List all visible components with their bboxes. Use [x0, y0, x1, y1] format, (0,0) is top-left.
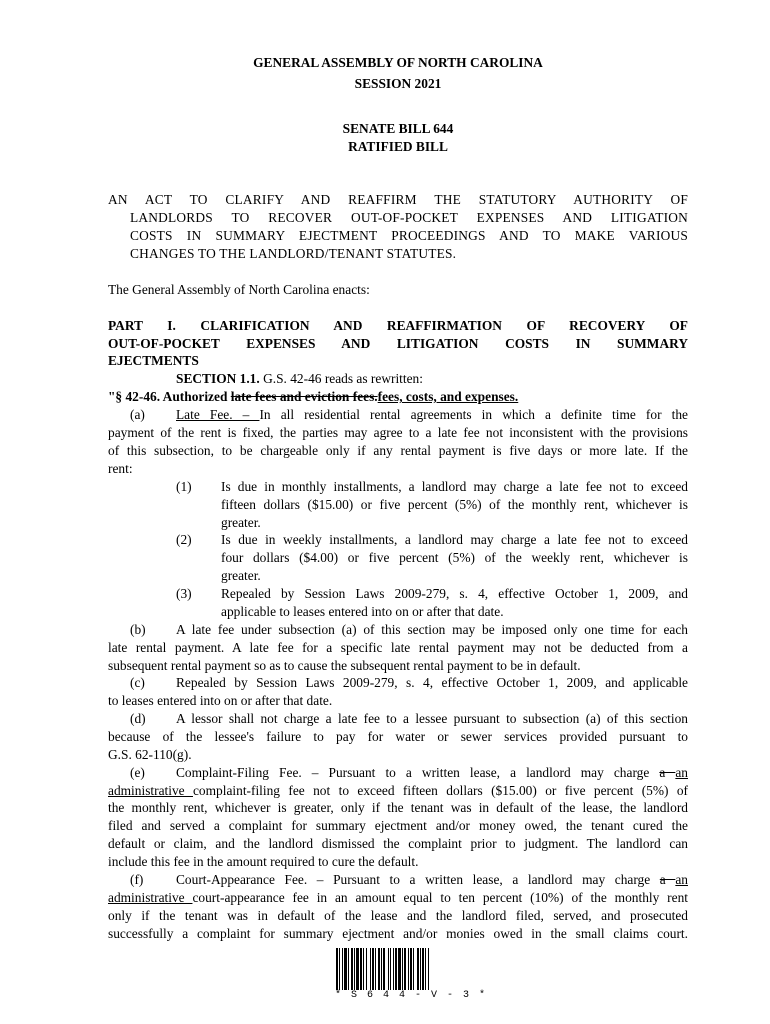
subsection-label: (f): [130, 872, 144, 887]
barcode-bar: [375, 948, 376, 990]
bill-status: RATIFIED BILL: [348, 139, 448, 154]
struck-text: a: [659, 765, 676, 780]
statute-heading-inserted: fees, costs, and expenses.: [377, 389, 519, 404]
barcode-bar: [428, 948, 429, 990]
act-title-line: CHANGES TO THE LANDLORD/TENANT STATUTES.: [130, 246, 457, 261]
paragraph-line: default or claim, and the landlord dismissed the complaint prior to judgment. The landlord can: [108, 836, 688, 851]
paragraph-line: Repealed by Session Laws 2009-279, s. 4, effective October 1, 2009, and applicable: [176, 675, 688, 690]
barcode-bar: [363, 948, 364, 990]
subsection-label: (d): [130, 711, 146, 726]
paragraph-line: [176, 871, 688, 889]
paragraph-line: [108, 889, 688, 907]
act-title: [108, 191, 688, 263]
late-fee-heading: Late Fee. –: [176, 407, 260, 422]
inserted-text: administrative: [108, 890, 193, 905]
barcode-bar: [354, 948, 355, 990]
barcode-bar: [370, 948, 371, 990]
paragraph-text: Complaint-Filing Fee. – Pursuant to a written lease, a landlord may charge: [176, 765, 660, 780]
item-label: (3): [176, 586, 192, 601]
barcode-bar: [404, 948, 406, 990]
paragraph-line: subsequent rental payment so as to cause the subsequent rental payment to be in default.: [108, 658, 581, 673]
barcode-bar: [351, 948, 353, 990]
barcode-bar: [422, 948, 424, 990]
paragraph-line: only if the tenant was in default of the lease and the landlord filed, served, and prosecuted: [108, 908, 688, 923]
barcode-bar: [398, 948, 401, 990]
session-heading: SESSION 2021: [354, 76, 442, 91]
subsection-label: (a): [130, 407, 145, 422]
barcode: [335, 948, 463, 990]
subsection-label: (e): [130, 765, 145, 780]
item-label: (1): [176, 479, 192, 494]
paragraph-line: of this subsection, to be chargeable only if any rental payment is five days or more late. If the: [108, 443, 688, 458]
part-heading-line: PART I. CLARIFICATION AND REAFFIRMATION OF RECOVERY OF: [108, 318, 688, 333]
paragraph-line: [176, 406, 688, 424]
statute-heading: [108, 388, 688, 406]
paragraph-line: filed and served a complaint for summary ejectment and/or money owed, the tenant cured the: [108, 818, 688, 833]
barcode-bar: [425, 948, 426, 990]
paragraph-line: A late fee under subsection (a) of this section may be imposed only one time for each: [176, 622, 688, 637]
paragraph-line: rent:: [108, 461, 133, 476]
barcode-bar: [372, 948, 374, 990]
barcode-bar: [342, 948, 343, 990]
barcode-bar: [402, 948, 403, 990]
barcode-bar: [356, 948, 359, 990]
act-title-line: LANDLORDS TO RECOVER OUT-OF-POCKET EXPENSES AND LITIGATION: [130, 210, 688, 225]
barcode-bar: [393, 948, 394, 990]
paragraph-line: [176, 764, 688, 782]
inserted-text: an: [675, 765, 688, 780]
barcode-label: * S 6 4 4 - V - 3 *: [335, 990, 488, 1001]
part-heading-line: EJECTMENTS: [108, 353, 199, 368]
item-line: applicable to leases entered into on or after that date.: [221, 604, 504, 619]
paragraph-line: successfully a complaint for summary ejectment and/or monies owed in the small claims court.: [108, 926, 688, 941]
item-line: Is due in monthly installments, a landlord may charge a late fee not to exceed: [221, 479, 688, 494]
statute-heading-struck: late fees and eviction fees.: [230, 389, 378, 404]
item-line: four dollars ($4.00) or five percent (5%) of the weekly rent, whichever is: [221, 550, 688, 565]
paragraph-line: G.S. 62-110(g).: [108, 747, 192, 762]
paragraph-line: [108, 782, 688, 800]
section-label: SECTION 1.1.: [176, 371, 260, 386]
paragraph-text: complaint-filing fee not to exceed fifteen dollars ($15.00) or five percent (5%) of: [192, 783, 688, 798]
barcode-bar: [413, 948, 414, 990]
barcode-bar: [410, 948, 412, 990]
barcode-bar: [420, 948, 421, 990]
act-title-line: AN ACT TO CLARIFY AND REAFFIRM THE STATUTORY AUTHORITY OF: [108, 192, 688, 207]
item-line: Is due in weekly installments, a landlord may charge a late fee not to exceed: [221, 532, 688, 547]
barcode-bar: [388, 948, 389, 990]
item-line: greater.: [221, 568, 261, 583]
barcode-bar: [381, 948, 382, 990]
paragraph-line: the monthly rent, whichever is greater, only if the tenant was in default of the lease, the landlord: [108, 800, 688, 815]
barcode-bar: [383, 948, 385, 990]
paragraph-text: court-appearance fee in an amount equal to ten percent (10%) of the monthly rent: [192, 890, 688, 905]
section-text: G.S. 42-46 reads as rewritten:: [259, 371, 423, 386]
paragraph-text: In all residential rental agreements in which a definite time for the: [259, 407, 688, 422]
act-title-line: COSTS IN SUMMARY EJECTMENT PROCEEDINGS AND TO MAKE VARIOUS: [130, 228, 688, 243]
section-line: [176, 370, 688, 388]
item-label: (2): [176, 532, 192, 547]
inserted-text: administrative: [108, 783, 193, 798]
item-line: greater.: [221, 515, 261, 530]
barcode-bar: [395, 948, 397, 990]
paragraph-line: include this fee in the amount required to cure the default.: [108, 854, 419, 869]
barcode-bar: [366, 948, 367, 990]
assembly-heading: GENERAL ASSEMBLY OF NORTH CAROLINA: [253, 55, 543, 70]
barcode-bar: [417, 948, 419, 990]
paragraph-line: A lessor shall not charge a late fee to a lessee pursuant to subsection (a) of this section: [176, 711, 688, 726]
item-line: Repealed by Session Laws 2009-279, s. 4, effective October 1, 2009, and: [221, 586, 688, 601]
barcode-bar: [336, 948, 338, 990]
bill-number: SENATE BILL 644: [342, 121, 454, 136]
barcode-bar: [378, 948, 380, 990]
inserted-text: an: [675, 872, 688, 887]
barcode-bar: [360, 948, 362, 990]
paragraph-line: late rental payment. A late fee for a specific late rental payment may not be deducted from a: [108, 640, 688, 655]
enacting-clause: The General Assembly of North Carolina enacts:: [108, 282, 370, 297]
paragraph-line: payment of the rent is fixed, the parties may agree to a late fee not inconsistent with the provisions: [108, 425, 688, 440]
barcode-bar: [390, 948, 391, 990]
paragraph-line: to leases entered into on or after that date.: [108, 693, 333, 708]
barcode-bar: [339, 948, 340, 990]
subsection-label: (b): [130, 622, 146, 637]
paragraph-line: because of the lessee's failure to pay for water or sewer services provided pursuant to: [108, 729, 688, 744]
part-heading-line: OUT-OF-POCKET EXPENSES AND LITIGATION COSTS IN SUMMARY: [108, 336, 688, 351]
struck-text: a: [659, 872, 676, 887]
statute-heading-prefix: "§ 42-46. Authorized: [108, 389, 231, 404]
item-line: fifteen dollars ($15.00) or five percent (5%) of the monthly rent, whichever is: [221, 497, 688, 512]
subsection-label: (c): [130, 675, 145, 690]
barcode-bar: [348, 948, 349, 990]
barcode-bar: [408, 948, 409, 990]
paragraph-text: Court-Appearance Fee. – Pursuant to a written lease, a landlord may charge: [176, 872, 660, 887]
barcode-bar: [344, 948, 347, 990]
